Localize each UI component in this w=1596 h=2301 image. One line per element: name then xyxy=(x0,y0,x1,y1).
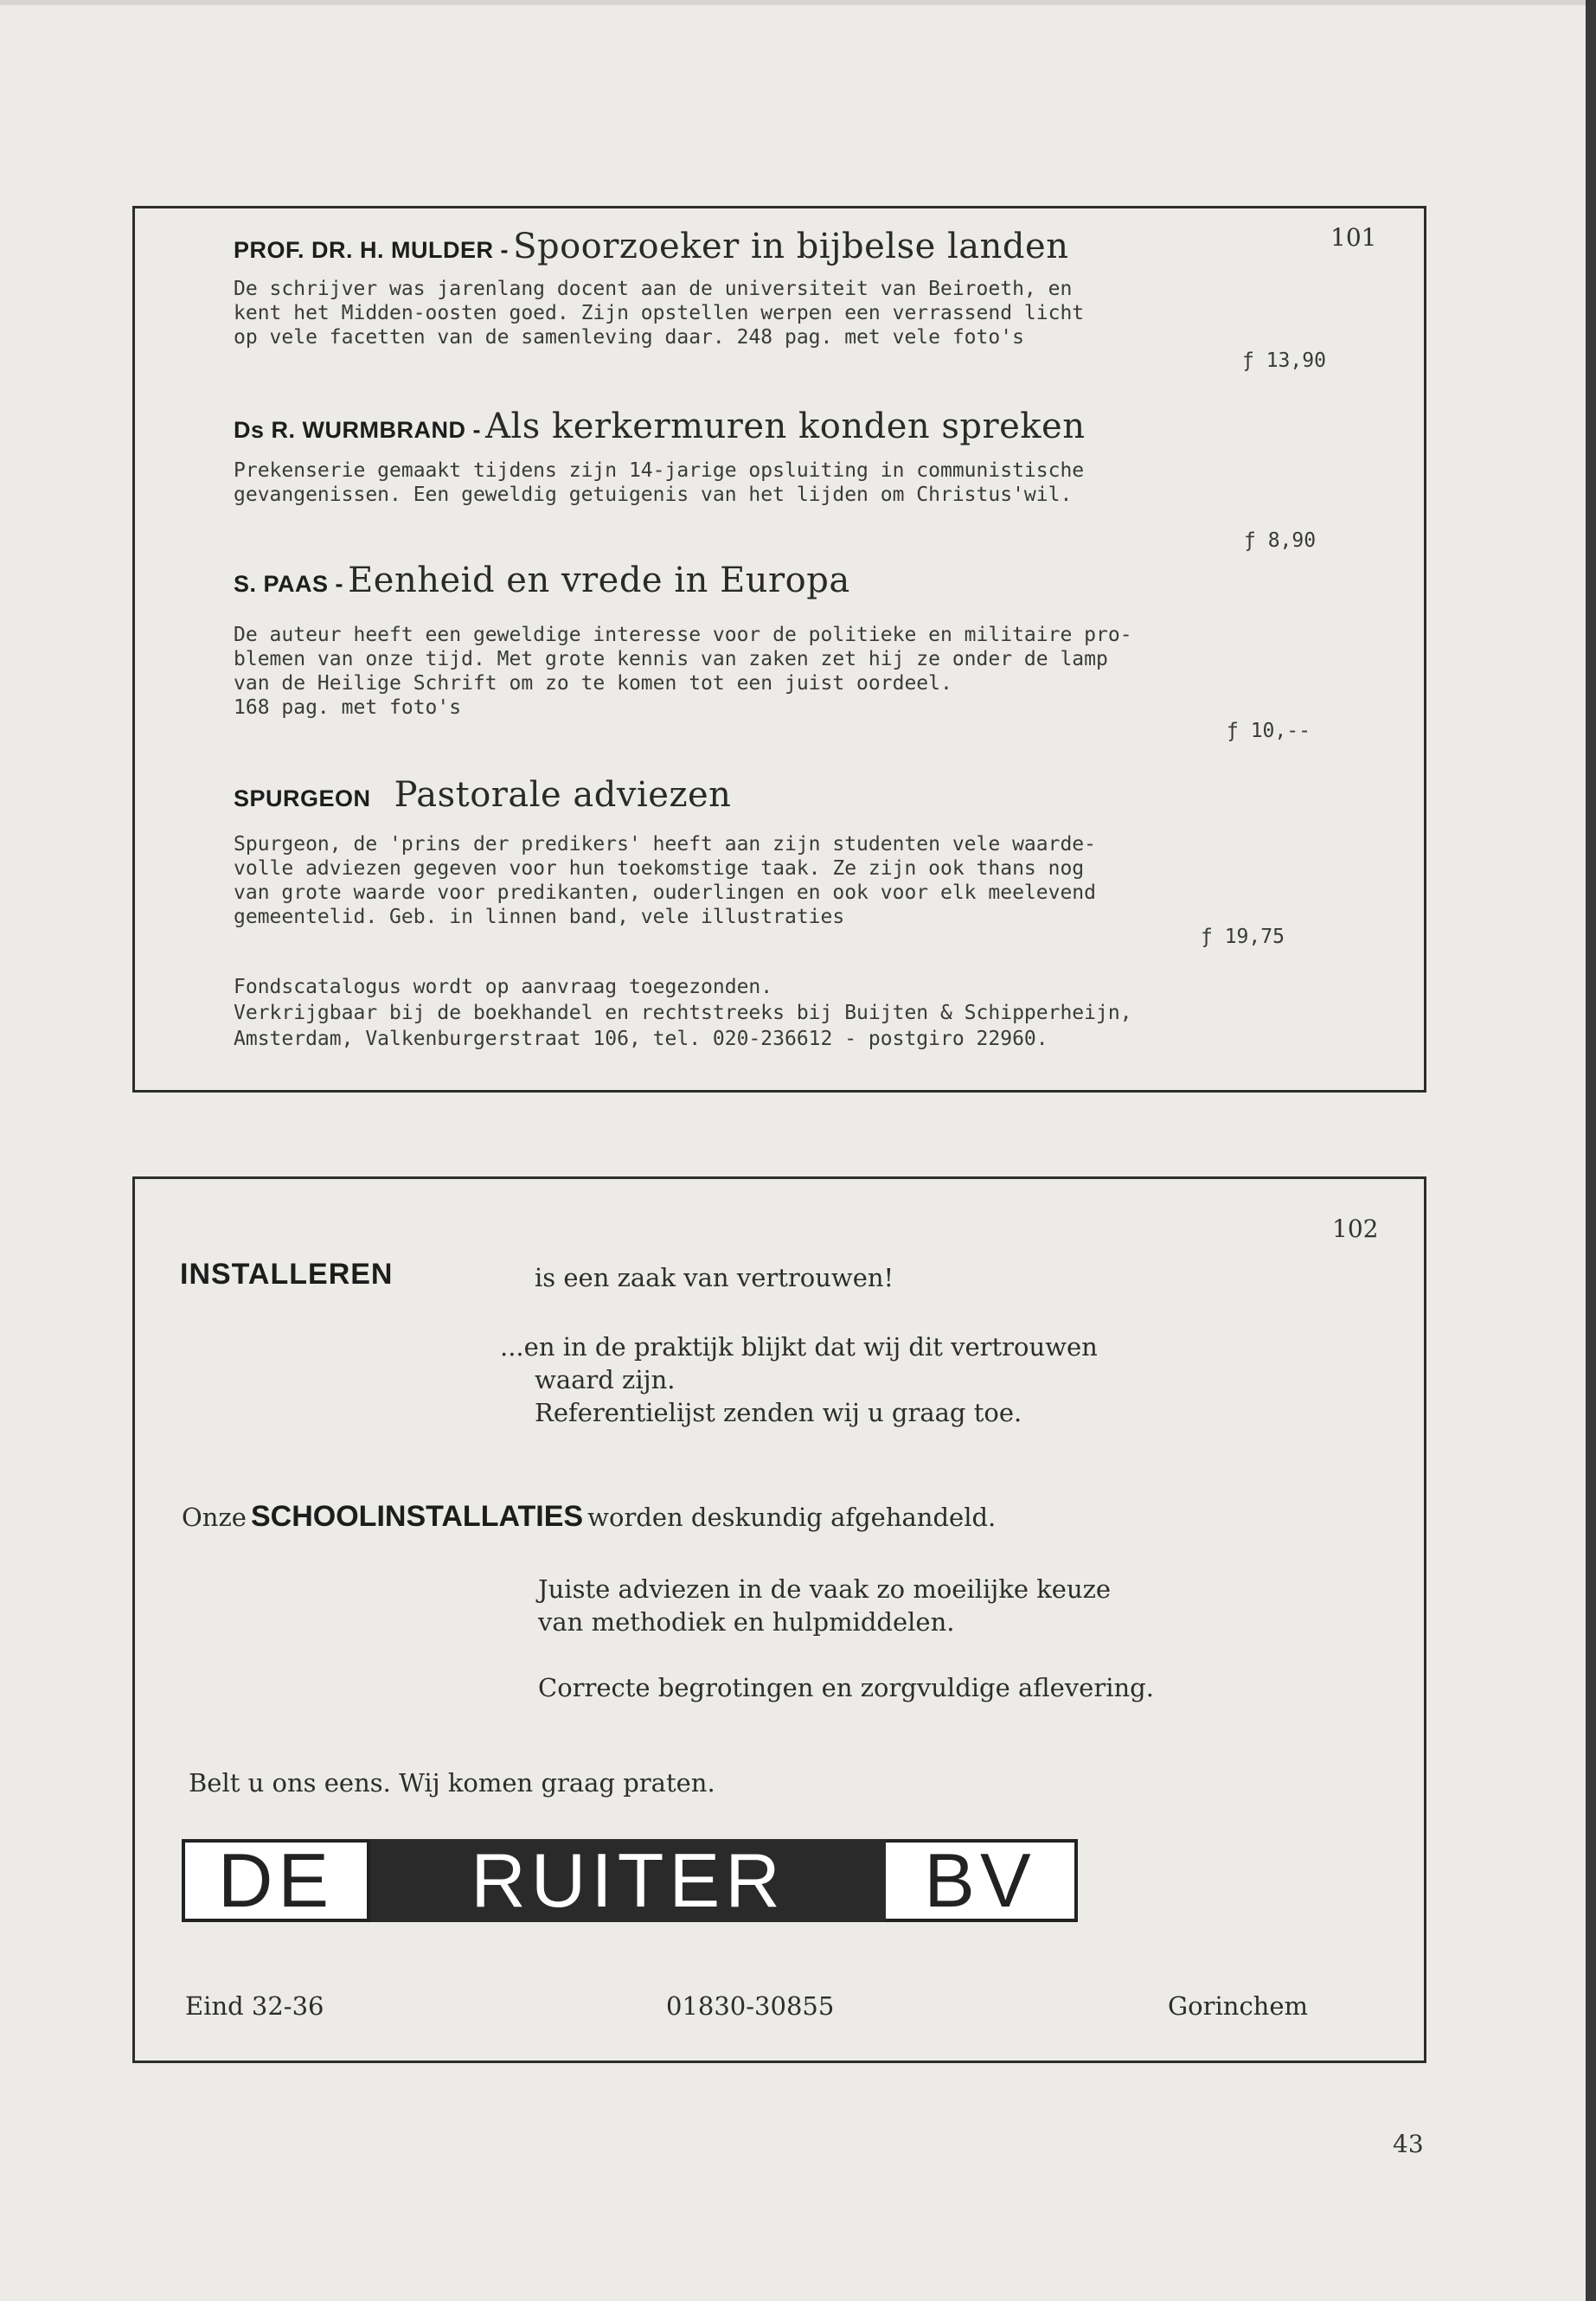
footer-line: Fondscatalogus wordt op aanvraag toegezonden. xyxy=(234,976,773,998)
advice-line: van methodiek en hulpmiddelen. xyxy=(538,1607,955,1637)
book-spurgeon-description xyxy=(234,832,1096,929)
tagline: is een zaak van vertrouwen! xyxy=(535,1263,894,1292)
book-mulder-description xyxy=(234,277,1084,349)
logo-bv: BV xyxy=(886,1839,1078,1922)
book-title: Spoorzoeker in bijbelse landen xyxy=(513,227,1069,266)
book-author: Ds R. WURMBRAND - xyxy=(234,417,481,443)
description-line: van grote waarde voor predikanten, ouderlingen en ook voor elk meelevend xyxy=(234,881,1096,904)
phone-number: 01830-30855 xyxy=(666,1991,835,2021)
school-installations-line xyxy=(182,1500,996,1534)
book-title: Als kerkermuren konden spreken xyxy=(485,407,1086,446)
book-price: ƒ 19,75 xyxy=(1201,926,1285,948)
school-suffix: worden deskundig afgehandeld. xyxy=(587,1503,997,1532)
description-line: De schrijver was jarenlang docent aan de universiteit van Beiroeth, en xyxy=(234,278,1073,300)
logo-ruiter: RUITER xyxy=(386,1839,870,1922)
page-top-edge xyxy=(0,0,1596,5)
trust-line: waard zijn. xyxy=(535,1365,676,1394)
book-author: SPURGEON xyxy=(234,785,371,811)
book-author: S. PAAS - xyxy=(234,571,344,597)
trust-line: ...en in de praktijk blijkt dat wij dit vertrouwen xyxy=(500,1332,1098,1362)
publisher-footer xyxy=(234,974,1132,1052)
book-title: Eenheid en vrede in Europa xyxy=(348,561,850,600)
logo-divider xyxy=(370,1839,386,1922)
de-ruiter-bv-logo xyxy=(182,1839,1259,1922)
book-price: ƒ 8,90 xyxy=(1244,529,1317,552)
footer-line: Amsterdam, Valkenburgerstraat 106, tel. 020-236612 - postgiro 22960. xyxy=(234,1028,1048,1050)
book-wurmbrand-heading xyxy=(234,407,1085,446)
book-paas-description xyxy=(234,623,1132,720)
description-line: 168 pag. met foto's xyxy=(234,696,462,719)
delivery-line: Correcte begrotingen en zorgvuldige aflevering. xyxy=(538,1673,1154,1702)
advice-line: Juiste adviezen in de vaak zo moeilijke keuze xyxy=(538,1574,1112,1604)
logo-de: DE xyxy=(182,1839,370,1922)
description-line: gemeentelid. Geb. in linnen band, vele illustraties xyxy=(234,906,845,928)
book-paas-heading xyxy=(234,561,850,600)
footer-line: Verkrijgbaar bij de boekhandel en rechtstreeks bij Buijten & Schipperheijn, xyxy=(234,1002,1132,1024)
book-wurmbrand-description xyxy=(234,458,1084,507)
description-line: van de Heilige Schrift om zo te komen tot een juist oordeel. xyxy=(234,672,952,695)
trust-line: Referentielijst zenden wij u graag toe. xyxy=(535,1398,1022,1427)
installeren-heading: INSTALLEREN xyxy=(180,1258,394,1291)
school-prefix: Onze xyxy=(182,1503,247,1532)
book-author: PROF. DR. H. MULDER - xyxy=(234,237,509,263)
address: Eind 32-36 xyxy=(185,1991,324,2021)
school-bold: SCHOOLINSTALLATIES xyxy=(251,1500,584,1533)
ad-number-101: 101 xyxy=(1330,223,1377,252)
description-line: op vele facetten van de samenleving daar. 248 pag. met vele foto's xyxy=(234,326,1024,349)
book-mulder-heading xyxy=(234,227,1068,266)
trust-paragraph xyxy=(500,1330,1098,1429)
advice-paragraph xyxy=(538,1573,1111,1638)
book-price: ƒ 13,90 xyxy=(1242,349,1326,372)
description-line: volle adviezen gegeven voor hun toekomstige taak. Ze zijn ook thans nog xyxy=(234,857,1085,880)
description-line: De auteur heeft een geweldige interesse voor de politieke en militaire pro- xyxy=(234,624,1132,646)
logo-divider xyxy=(870,1839,886,1922)
page-right-edge xyxy=(1586,0,1596,2301)
description-line: Spurgeon, de 'prins der predikers' heeft aan zijn studenten vele waarde- xyxy=(234,833,1096,856)
ad-number-102: 102 xyxy=(1332,1215,1379,1243)
city: Gorinchem xyxy=(1168,1991,1309,2021)
book-spurgeon-heading xyxy=(234,775,731,815)
call-to-action: Belt u ons eens. Wij komen graag praten. xyxy=(189,1768,715,1798)
description-line: blemen van onze tijd. Met grote kennis van zaken zet hij ze onder de lamp xyxy=(234,648,1108,670)
page-number: 43 xyxy=(1393,2130,1424,2158)
book-title: Pastorale adviezen xyxy=(394,775,732,815)
book-price: ƒ 10,-- xyxy=(1227,720,1311,742)
description-line: gevangenissen. Een geweldig getuigenis van het lijden om Christus'wil. xyxy=(234,484,1073,506)
description-line: kent het Midden-oosten goed. Zijn opstellen werpen een verrassend licht xyxy=(234,302,1085,324)
description-line: Prekenserie gemaakt tijdens zijn 14-jarige opsluiting in communistische xyxy=(234,459,1085,482)
